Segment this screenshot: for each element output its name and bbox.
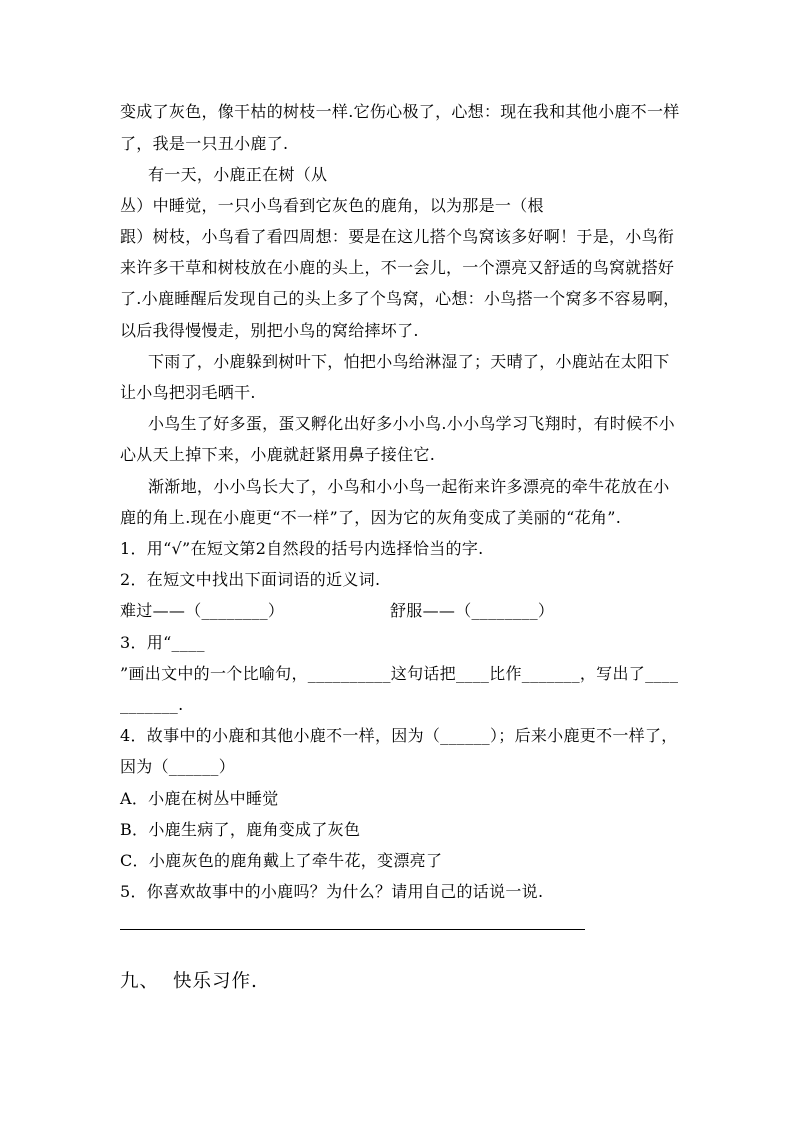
passage-line-7: 了.小鹿睡醒后发现自己的头上多了个鸟窝，心想：小鸟搭一个窝多不容易啊， bbox=[120, 289, 680, 308]
question-2-item-b: 舒服——（________） bbox=[390, 601, 555, 620]
question-5: 5．你喜欢故事中的小鹿吗？为什么？请用自己的话说一说. bbox=[120, 882, 544, 901]
passage-line-6: 来许多干草和树枝放在小鹿的头上，不一会儿，一个漂亮又舒适的鸟窝就搭好 bbox=[120, 258, 675, 277]
question-4-line-2: 因为（______） bbox=[120, 757, 235, 776]
passage-line-5: 跟）树枝，小鸟看了看四周想：要是在这儿搭个鸟窝该多好啊！于是，小鸟衔 bbox=[120, 227, 675, 246]
option-a: A．小鹿在树丛中睡觉 bbox=[120, 789, 279, 808]
answer-line bbox=[120, 929, 585, 930]
passage-line-4: 丛）中睡觉，一只小鸟看到它灰色的鹿角，以为那是一（根 bbox=[120, 196, 544, 215]
option-b: B．小鹿生病了，鹿角变成了灰色 bbox=[120, 820, 361, 839]
passage-line-3: 有一天，小鹿正在树（从 bbox=[148, 165, 328, 184]
passage-line-8: 以后我得慢慢走，别把小鸟的窝给摔坏了. bbox=[120, 321, 419, 340]
question-2: 2．在短文中找出下面词语的近义词. bbox=[120, 570, 381, 589]
passage-line-13: 渐渐地，小小鸟长大了，小鸟和小小鸟一起衔来许多漂亮的牵牛花放在小 bbox=[148, 477, 670, 496]
passage-line-14: 鹿的角上.现在小鹿更“不一样”了，因为它的灰角变成了美丽的“花角”. bbox=[120, 508, 622, 527]
passage-line-11: 小鸟生了好多蛋，蛋又孵化出好多小小鸟.小小鸟学习飞翔时，有时候不小 bbox=[148, 414, 675, 433]
question-1: 1．用“√”在短文第2自然段的括号内选择恰当的字. bbox=[120, 539, 484, 558]
passage-line-12: 心从天上掉下来，小鹿就赶紧用鼻子接住它. bbox=[120, 445, 436, 464]
section-title: 快乐习作. bbox=[173, 971, 258, 992]
question-3-line-2: ”画出文中的一个比喻句，__________这句话把____比作_______，写出了____ bbox=[120, 664, 679, 683]
question-3-line-1: 3．用“____ bbox=[120, 633, 205, 652]
passage-line-10: 让小鸟把羽毛晒干. bbox=[120, 383, 256, 402]
question-3-line-3: _______. bbox=[120, 695, 184, 714]
passage-line-9: 下雨了，小鹿躲到树叶下，怕把小鸟给淋湿了；天晴了，小鹿站在太阳下 bbox=[148, 352, 670, 371]
question-2-item-a: 难过——（________） bbox=[120, 601, 285, 620]
question-4-line-1: 4．故事中的小鹿和其他小鹿不一样，因为（______）；后来小鹿更不一样了， bbox=[120, 726, 678, 745]
option-c: C．小鹿灰色的鹿角戴上了牵牛花，变漂亮了 bbox=[120, 851, 443, 870]
passage-line-1: 变成了灰色，像干枯的树枝一样.它伤心极了，心想：现在我和其他小鹿不一样 bbox=[120, 102, 680, 121]
passage-line-2: 了，我是一只丑小鹿了. bbox=[120, 134, 289, 153]
section-number: 九、 bbox=[120, 971, 160, 992]
